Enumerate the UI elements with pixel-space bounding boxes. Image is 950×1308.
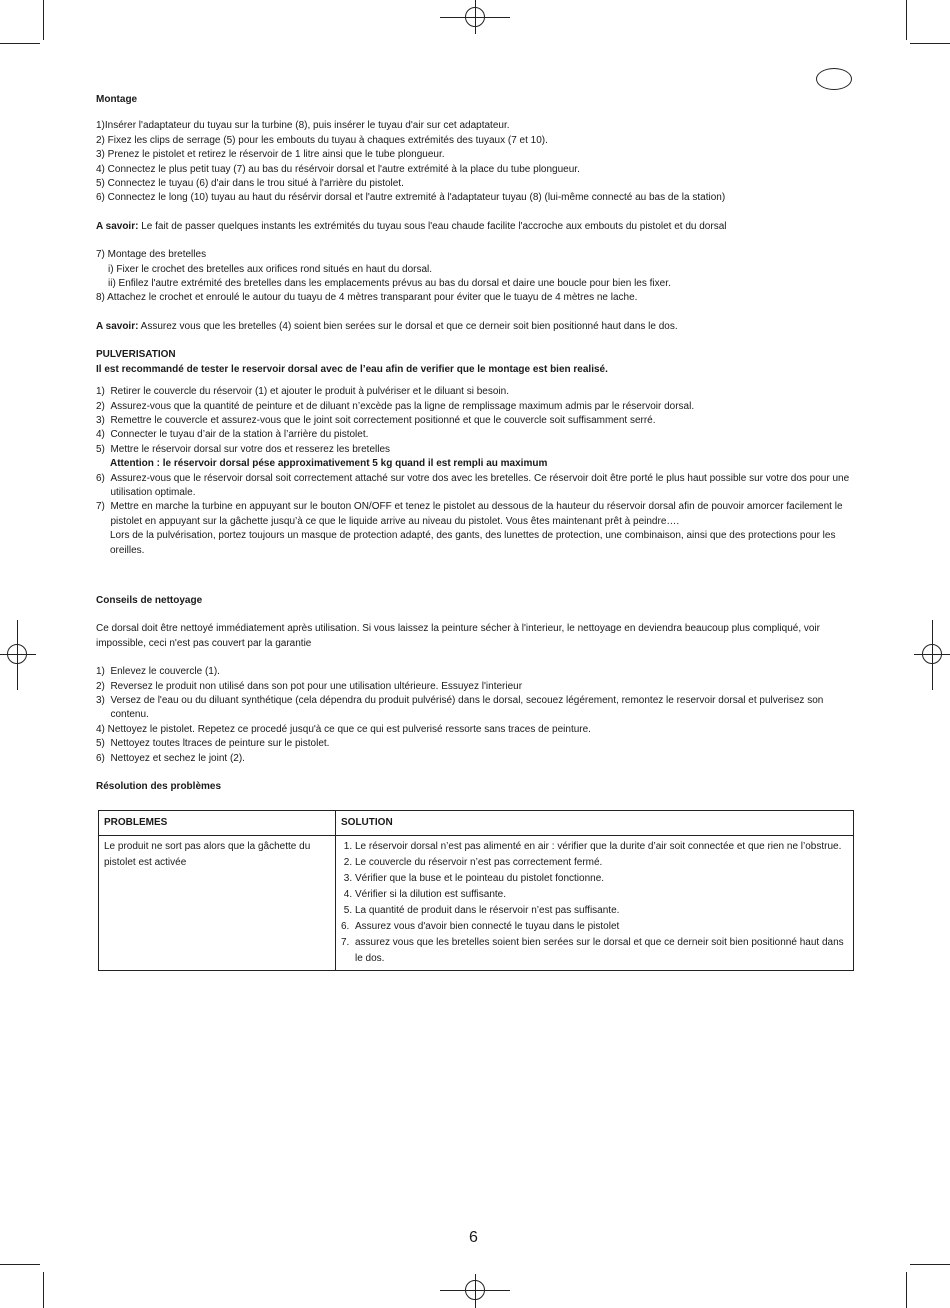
column-header-problemes: PROBLEMES: [99, 811, 336, 836]
table-header-row: [99, 811, 854, 836]
list-item: 3) Versez de l'eau ou du diluant synthétique (cela dépendra du produit pulvérisé) dans le dorsal, secouez légérement, remontez le reservoir dorsal et pulverisez son contenu.: [96, 695, 824, 721]
nettoyage-intro: Ce dorsal doit être nettoyé immédiatement après utilisation. Si vous laissez la peinture sécher à l'interieur, le nettoyage en deviendra beaucoup plus compliqué, voir impossible, ceci n'est pas couvert par la garantie: [96, 623, 820, 649]
solution-cell: [336, 836, 854, 971]
page-number: 6: [469, 1229, 478, 1246]
section-title-resolution: Résolution des problèmes: [96, 781, 222, 793]
list-item: 3) Remettre le couvercle et assurez-vous que le joint soit correctement positionné et que le couvercle soit suffisamment serré.: [96, 414, 656, 426]
note-a-savoir-2: A savoir: Assurez vous que les bretelles (4) soient bien serées sur le dorsal et que ce derneir soit bien positionné haut dans le dos.: [96, 320, 678, 332]
step-7-i: i) Fixer le crochet des bretelles aux orifices rond situés en haut du dorsal.: [108, 263, 433, 275]
list-item: 1. Le réservoir dorsal n’est pas alimenté en air : vérifier que la durite d’air soit connectée et que rien ne l’obstrue.: [341, 841, 842, 852]
list-item: 5) Nettoyez toutes ltraces de peinture sur le pistolet.: [96, 738, 330, 750]
pulverisation-subtitle: Il est recommandé de tester le reservoir dorsal avec de l’eau afin de verifier que le montage est bien realisé.: [96, 363, 608, 375]
list-item: 6) Nettoyez et sechez le joint (2).: [96, 752, 245, 764]
list-item: 4) Connectez le plus petit tuay (7) au bas du résérvoir dorsal et l'autre extrémité à la place du tube plongueur.: [96, 163, 580, 175]
list-item: 6. Assurez vous d'avoir bien connecté le tuyau dans le pistolet: [341, 921, 620, 932]
list-item: 1) Retirer le couvercle du réservoir (1) et ajouter le produit à pulvériser et le diluant si besoin.: [96, 386, 509, 398]
section-title-montage: Montage: [96, 94, 138, 105]
list-item: 2) Assurez-vous que la quantité de peinture et de diluant n’excède pas la ligne de remplissage maximum admis par le réservoir dorsal.: [96, 400, 695, 412]
list-item: 4. Vérifier si la dilution est suffisante.: [341, 889, 507, 900]
list-item: 1) Enlevez le couvercle (1).: [96, 666, 220, 678]
step-8: 8) Attachez le crochet et enroulé le autour du tuayu de 4 mètres transparant pour éviter que le tuayu de 4 mètres ne lache.: [96, 292, 638, 304]
problem-cell: Le produit ne sort pas alors que la gâchette du pistolet est activée: [99, 836, 336, 971]
list-item: 5) Mettre le réservoir dorsal sur votre dos et resserez les bretelles: [96, 443, 391, 455]
list-item: 7. assurez vous que les bretelles soient bien serées sur le dorsal et que ce derneir soit bien positionné haut dans le dos.: [341, 937, 844, 964]
attention-warning: Attention : le réservoir dorsal pése approximativement 5 kg quand il est rempli au maximum: [110, 458, 548, 470]
pulverisation-steps: [96, 385, 856, 558]
nettoyage-steps: [96, 665, 856, 766]
montage-steps: [96, 119, 856, 205]
note-a-savoir-1: A savoir: Le fait de passer quelques instants les extrémités du tuyau sous l'eau chaude facilite l'accroche aux embouts du pistolet et du dorsal: [96, 220, 727, 232]
language-badge-oval: [816, 68, 852, 90]
document-body: [96, 93, 856, 794]
list-item: 5) Connectez le tuyau (6) d'air dans le trou situé à l'arrière du pistolet.: [96, 178, 404, 190]
list-item: 2) Reversez le produit non utilisé dans son pot pour une utilisation ultérieure. Essuyez l'interieur: [96, 680, 523, 692]
list-item: 2. Le couvercle du réservoir n’est pas correctement fermé.: [341, 857, 603, 868]
list-item: 3) Prenez le pistolet et retirez le réservoir de 1 litre ainsi que le tube plongueur.: [96, 149, 445, 161]
list-item: 5. La quantité de produit dans le réservoir n’est pas suffisante.: [341, 905, 620, 916]
list-item: 7) Mettre en marche la turbine en appuyant sur le bouton ON/OFF et tenez le pistolet au dessous de la hauteur du réservoir dorsal afin de pouvoir amorcer facilement le pistolet en appuyant sur la gâchette jusqu’à ce que le liquide arrive au niveau du pistolet. Vous êtes maintenant prêt à peindre….: [96, 501, 843, 527]
troubleshooting-table: [98, 810, 854, 971]
step-7-ii: ii) Enfilez l'autre extrémité des bretelles dans les emplacements prévus au bas du dorsal et daire une boucle pour bien les fixer.: [108, 278, 671, 290]
list-item: 6) Connectez le long (10) tuyau au haut du résérvir dorsal et l'autre extremité à l'adaptateur tuyau (8) (lui-même connecté au bas de la station): [96, 192, 726, 204]
table-row: [99, 836, 854, 971]
step-7: 7) Montage des bretelles: [96, 249, 207, 261]
section-title-pulverisation: PULVERISATION: [96, 349, 176, 361]
list-item: 4) Connecter le tuyau d’air de la station à l’arrière du pistolet.: [96, 429, 369, 441]
list-item: 1) Insérer l'adaptateur du tuyau sur la turbine (8), puis insérer le tuyau d'air sur cet adaptateur.: [96, 120, 510, 132]
safety-note: Lors de la pulvérisation, portez toujours un masque de protection adapté, des gants, des lunettes de protection, une combinaison, ainsi que des protections pour les oreilles.: [110, 530, 836, 556]
list-item: 4) Nettoyez le pistolet. Repetez ce procedé jusqu'à ce que ce qui est pulverisé ressorte sans traces de peinture.: [96, 723, 591, 735]
list-item: 3. Vérifier que la buse et le pointeau du pistolet fonctionne.: [341, 873, 605, 884]
column-header-solution: SOLUTION: [336, 811, 854, 836]
list-item: 6) Assurez-vous que le réservoir dorsal soit correctement attaché sur votre dos avec les bretelles. Ce réservoir doit être porté le plus haut possible sur votre dos pour une utilisation optimale.: [96, 472, 850, 498]
list-item: 2) Fixez les clips de serrage (5) pour les embouts du tuyau à chaques extrémités des tuyaux (7 et 10).: [96, 134, 548, 146]
section-title-nettoyage: Conseils de nettoyage: [96, 594, 203, 606]
